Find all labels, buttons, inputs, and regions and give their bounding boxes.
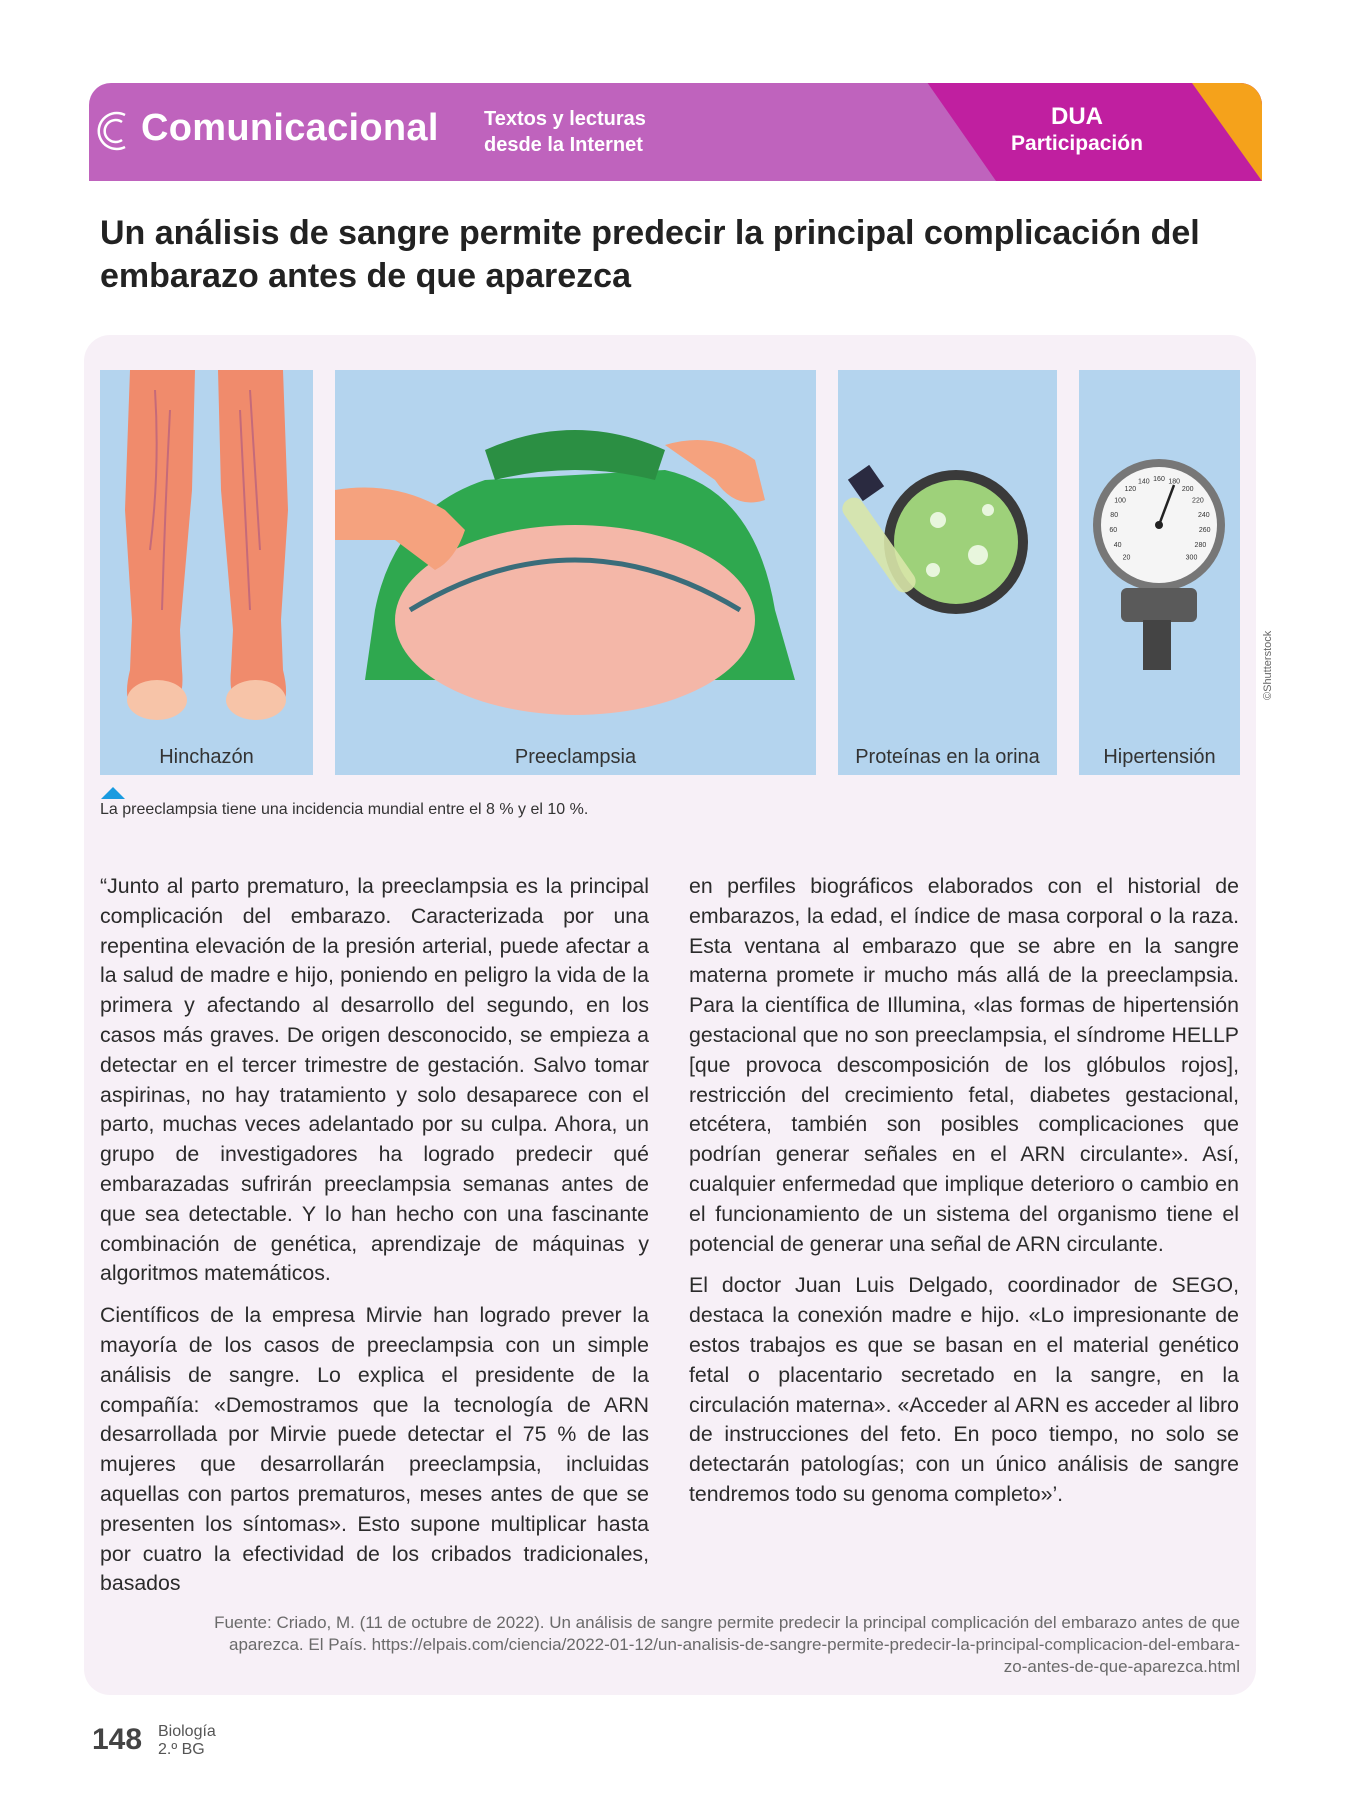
caption-marker-icon bbox=[101, 787, 125, 799]
legs-illustration bbox=[100, 370, 313, 775]
gauge-tick-label: 200 bbox=[1181, 486, 1194, 493]
paragraph: en perfiles biográficos elaborados con el historial de embarazos, la edad, el índice de masa corporal o la raza. Esta ventana al embarazo que se abre en la sangre materna promete ir mucho más allá de la preeclampsia. Para la científica de Illumina, «las formas de hipertensión gestacional que no son preeclampsia, el síndrome HELLP [que provoca descomposición de los glóbulos rojos], restricción del crecimiento fetal, diabetes gestacional, etcétera, también son posibles complicaciones que podrían generar señales en el ARN circulante». Así, cualquier enfermedad que implique deterioro o cambio en el funcionamiento de un sistema del organismo tiene el potencial de generar una señal de ARN circulante. bbox=[689, 874, 1239, 1256]
gauge-tick-label: 220 bbox=[1192, 497, 1204, 505]
body-column-left bbox=[100, 872, 649, 1611]
image-swelling bbox=[100, 370, 313, 775]
gauge-tick-label: 120 bbox=[1124, 486, 1137, 493]
gauge-tick-label: 280 bbox=[1194, 542, 1207, 549]
page-subject bbox=[158, 1723, 216, 1759]
gauge-tick-label: 100 bbox=[1114, 497, 1126, 505]
source-line-3: zo-antes-de-que-aparezca.html bbox=[1003, 1657, 1240, 1676]
image-credit: ©Shutterstock bbox=[1262, 630, 1274, 700]
blood-pressure-gauge-icon bbox=[1079, 370, 1240, 775]
subtitle-line-2: desde la Internet bbox=[484, 134, 643, 156]
gauge-tick-label: 20 bbox=[1122, 554, 1131, 562]
label-proteinas: Proteínas en la orina bbox=[855, 746, 1040, 768]
subtitle-line-1: Textos y lecturas bbox=[484, 108, 646, 130]
gauge-tick-label: 140 bbox=[1137, 478, 1150, 486]
label-hinchazon: Hinchazón bbox=[159, 746, 254, 768]
page-number: 148 bbox=[92, 1723, 143, 1756]
microscope-illustration bbox=[838, 370, 1057, 775]
body-column-right bbox=[689, 872, 1239, 1522]
paragraph: “Junto al parto prematuro, la preeclampsia es la principal complicación del embarazo. Caracterizada por una repentina elevación de la presión arterial, puede afectar a la salud de madre e hijo, poniendo en peligro la vida de la primera y afectando al desarrollo del segundo, en los casos más graves. De origen desconocido, se empieza a detectar en el tercer trimestre de gestación. Salvo tomar aspirinas, no hay tratamiento y solo desaparece con el parto, muchas veces adelantado por su culpa. Ahora, un grupo de investigadores ha logrado predecir qué embarazadas sufrirán preeclampsia semanas antes de que sea detectable. Y lo han hecho con una fascinante combinación de genética, aprendizaje de máquinas y algoritmos matemáticos. bbox=[100, 874, 649, 1286]
paragraph: Científicos de la empresa Mirvie han logrado prever la mayoría de los casos de preeclampsia con un simple análisis de sangre. Lo explica el presidente de la compañía: «Demostramos que la tecnología de ARN desarrollada por Mirvie puede detectar el 75 % de las mujeres que desarrollarán preeclampsia, incluidas aquellas con partos prematuros, meses antes de que se presenten los síntomas». Esto supone multiplicar hasta por cuatro la efectividad de los cribados tradicionales, basados bbox=[100, 1303, 649, 1596]
dua-subtitle: Participación bbox=[1011, 132, 1143, 155]
section-header bbox=[89, 83, 1262, 181]
comunicacional-c-icon bbox=[95, 107, 135, 155]
image-proteins bbox=[838, 370, 1057, 775]
pregnant-belly-illustration bbox=[335, 370, 816, 775]
section-brand: Comunicacional bbox=[141, 107, 439, 149]
dua-title: DUA bbox=[1051, 103, 1103, 130]
label-preeclampsia: Preeclampsia bbox=[514, 746, 637, 768]
paragraph: El doctor Juan Luis Delgado, coordinador de SEGO, destaca la conexión madre e hijo. «Lo impresionante de estos trabajos es que se basan en el material genético fetal o placentario secretado en la sangre, en la circulación materna». «Acceder al ARN es acceder al libro de instrucciones del feto. En poco tiempo, no solo se detectarán patologías; con un único análisis de sangre tendremos todo su genoma completo»’. bbox=[689, 1273, 1239, 1506]
gauge-tick-label: 180 bbox=[1168, 478, 1181, 486]
grade-name: 2.º BG bbox=[158, 1741, 205, 1758]
gauge-tick-label: 300 bbox=[1185, 554, 1198, 562]
gauge-tick-label: 160 bbox=[1153, 476, 1165, 483]
image-hypertension bbox=[1079, 370, 1240, 775]
source-line-2: aparezca. El País. https://elpais.com/ciencia/2022-01-12/un-analisis-de-sangre-permite-predecir-la-principal-complicacion-del-embara- bbox=[228, 1635, 1240, 1654]
gauge-tick-label: 60 bbox=[1109, 527, 1118, 535]
gauge-tick-label: 80 bbox=[1110, 511, 1119, 519]
article-title: Un análisis de sangre permite predecir la principal complicación del embarazo antes de que aparezca bbox=[100, 214, 1200, 295]
dua-badge bbox=[997, 103, 1157, 157]
image-preeclampsia bbox=[335, 370, 816, 775]
section-subtitle bbox=[484, 106, 646, 158]
source-line-1: Fuente: Criado, M. (11 de octubre de 2022). Un análisis de sangre permite predecir la principal complicación del embarazo antes de que bbox=[214, 1613, 1240, 1632]
gauge-tick-label: 40 bbox=[1113, 542, 1122, 549]
gauge-tick-label: 240 bbox=[1197, 511, 1210, 519]
subject-name: Biología bbox=[158, 1723, 216, 1740]
gauge-tick-label: 260 bbox=[1198, 527, 1211, 535]
label-hipertension: Hipertensión bbox=[1103, 746, 1216, 768]
figure-caption: La preeclampsia tiene una incidencia mundial entre el 8 % y el 10 %. bbox=[100, 801, 589, 818]
source-citation bbox=[110, 1612, 1240, 1678]
